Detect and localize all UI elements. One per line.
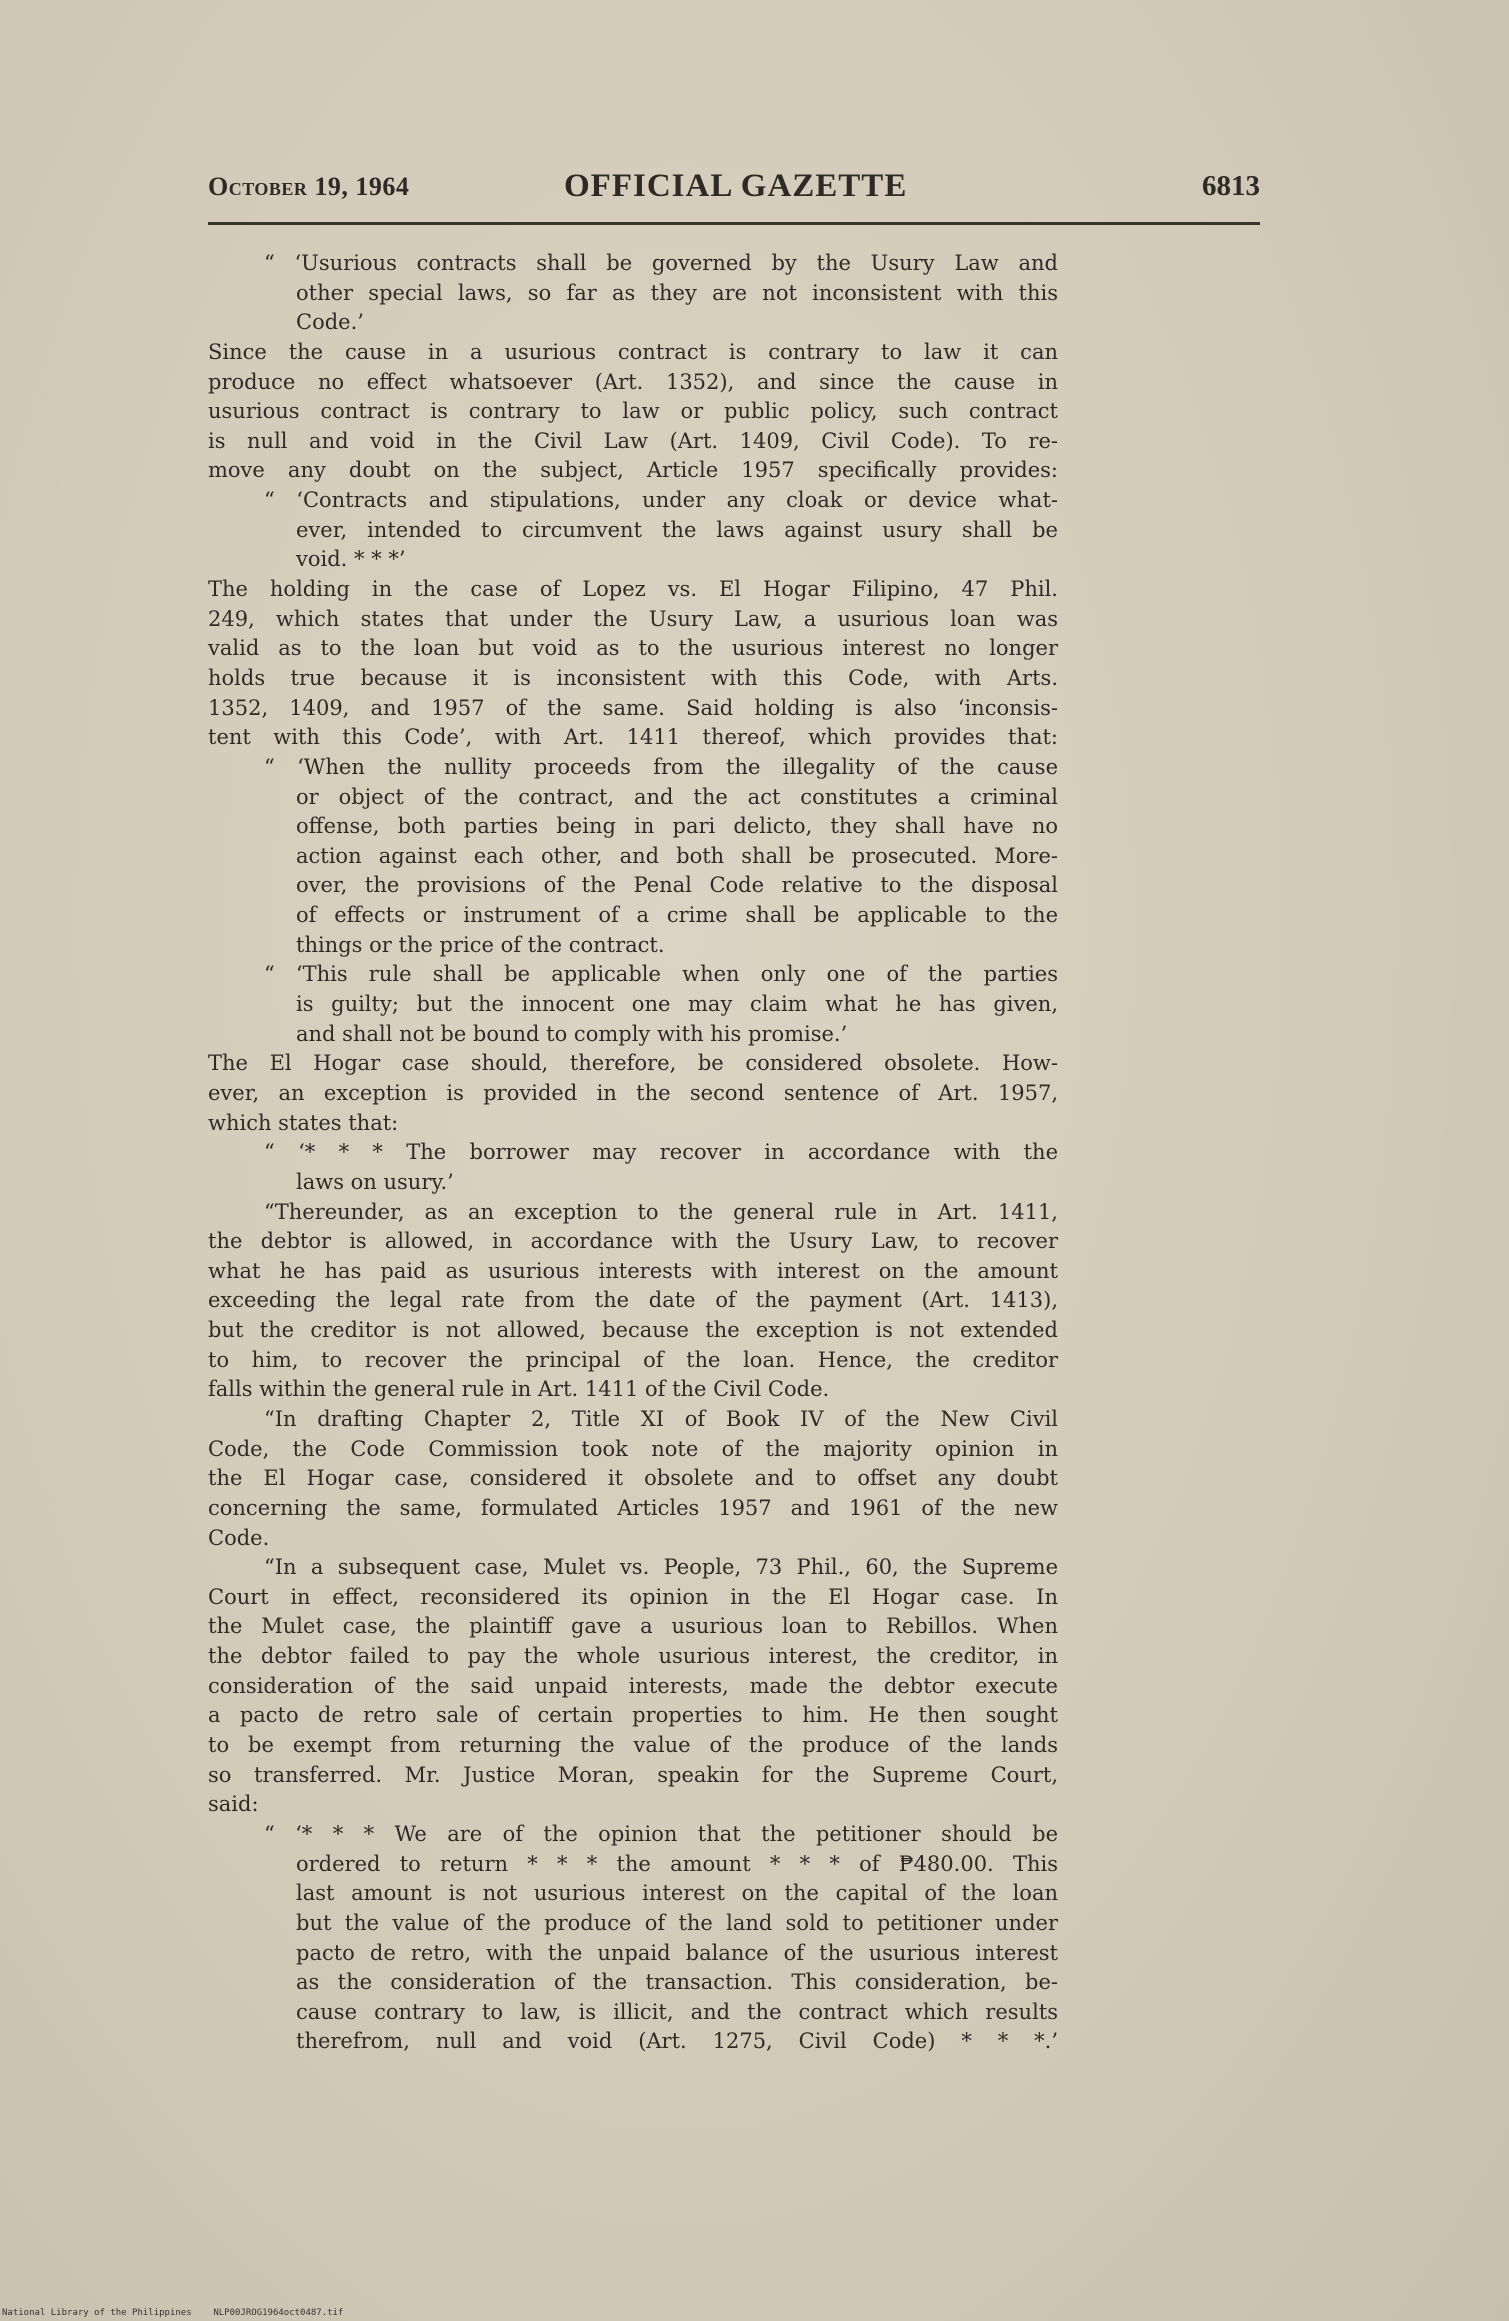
text-line: ever, an exception is provided in the second sentence of Art. 1957, bbox=[208, 1080, 1058, 1105]
header-date: October 19, 1964 bbox=[208, 172, 410, 201]
text-line: valid as to the loan but void as to the usurious interest no longer bbox=[208, 636, 1058, 661]
text-line: the debtor failed to pay the whole usurious interest, the creditor, in bbox=[208, 1644, 1058, 1669]
text-line: ordered to return * * * the amount * * * of ₱480.00. This bbox=[296, 1851, 1058, 1876]
text-line: The holding in the case of Lopez vs. El Hogar Filipino, 47 Phil. bbox=[208, 577, 1058, 602]
text-line: things or the price of the contract. bbox=[296, 932, 665, 957]
text-line: so transferred. Mr. Justice Moran, speakin for the Supreme Court, bbox=[208, 1762, 1058, 1787]
scan-footer bbox=[2, 2308, 343, 2318]
text-line: to him, to recover the principal of the loan. Hence, the creditor bbox=[208, 1347, 1058, 1372]
text-line: the debtor is allowed, in accordance with the Usury Law, to recover bbox=[208, 1229, 1058, 1254]
text-line: or object of the contract, and the act constitutes a criminal bbox=[296, 784, 1058, 809]
text-line: “ ‘* * * We are of the opinion that the petitioner should be bbox=[264, 1821, 1058, 1846]
text-line: “ ‘Usurious contracts shall be governed by the Usury Law and bbox=[264, 251, 1058, 275]
text-line: “Thereunder, as an exception to the general rule in Art. 1411, bbox=[264, 1199, 1058, 1224]
text-line: 1352, 1409, and 1957 of the same. Said holding is also ‘inconsis- bbox=[208, 695, 1058, 720]
text-line: of effects or instrument of a crime shall be applicable to the bbox=[296, 903, 1058, 928]
text-line: action against each other, and both shall be prosecuted. More- bbox=[296, 843, 1058, 868]
text-line: usurious contract is contrary to law or public policy, such contract bbox=[208, 399, 1058, 424]
text-line: “ ‘When the nullity proceeds from the illegality of the cause bbox=[264, 754, 1058, 779]
header-rule bbox=[208, 222, 1260, 225]
page-header bbox=[208, 168, 1260, 212]
text-line: Code.’ bbox=[296, 310, 364, 335]
text-line: tent with this Code’, with Art. 1411 thereof, which provides that: bbox=[208, 725, 1058, 750]
text-line: is guilty; but the innocent one may claim what he has given, bbox=[296, 992, 1058, 1017]
text-line: falls within the general rule in Art. 1411 of the Civil Code. bbox=[208, 1377, 830, 1402]
text-line: a pacto de retro sale of certain properties to him. He then sought bbox=[208, 1703, 1058, 1728]
text-line: cause contrary to law, is illicit, and the contract which results bbox=[296, 1999, 1058, 2024]
body-text bbox=[208, 249, 1058, 2057]
text-line: void. * * *’ bbox=[296, 547, 406, 572]
text-line: “In drafting Chapter 2, Title XI of Book IV of the New Civil bbox=[264, 1406, 1058, 1431]
text-line: and shall not be bound to comply with his promise.’ bbox=[296, 1021, 848, 1046]
text-line: which states that: bbox=[208, 1110, 399, 1135]
text-line: to be exempt from returning the value of the produce of the lands bbox=[208, 1733, 1058, 1758]
text-line: holds true because it is inconsistent with this Code, with Arts. bbox=[208, 665, 1058, 690]
text-line: exceeding the legal rate from the date of the payment (Art. 1413), bbox=[208, 1288, 1058, 1313]
text-line: Code. bbox=[208, 1525, 270, 1550]
text-line: over, the provisions of the Penal Code relative to the disposal bbox=[296, 873, 1058, 898]
text-line: ever, intended to circumvent the laws against usury shall be bbox=[296, 517, 1058, 542]
text-line: but the value of the produce of the land sold to petitioner under bbox=[296, 1910, 1058, 1935]
text-line: what he has paid as usurious interests with interest on the amount bbox=[208, 1258, 1058, 1283]
footer-library: National Library of the Philippines bbox=[2, 2308, 192, 2318]
text-line: pacto de retro, with the unpaid balance of the usurious interest bbox=[296, 1940, 1058, 1965]
text-line: offense, both parties being in pari delicto, they shall have no bbox=[296, 814, 1058, 839]
header-title: OFFICIAL GAZETTE bbox=[564, 168, 908, 204]
text-line: laws on usury.’ bbox=[296, 1169, 454, 1194]
text-line: Since the cause in a usurious contract is contrary to law it can bbox=[208, 339, 1058, 364]
text-line: is null and void in the Civil Law (Art. 1409, Civil Code). To re- bbox=[208, 428, 1058, 453]
text-line: but the creditor is not allowed, because the exception is not extended bbox=[208, 1318, 1058, 1343]
text-line: “ ‘Contracts and stipulations, under any cloak or device what- bbox=[264, 488, 1058, 513]
text-line: Court in effect, reconsidered its opinion in the El Hogar case. In bbox=[208, 1584, 1058, 1609]
text-line: move any doubt on the subject, Article 1957 specifically provides: bbox=[208, 458, 1058, 483]
text-line: consideration of the said unpaid interests, made the debtor execute bbox=[208, 1673, 1058, 1698]
text-line: “ ‘* * * The borrower may recover in accordance with the bbox=[264, 1140, 1058, 1165]
text-line: the Mulet case, the plaintiff gave a usurious loan to Rebillos. When bbox=[208, 1614, 1058, 1639]
text-line: therefrom, null and void (Art. 1275, Civil Code) * * *.’ bbox=[296, 2029, 1058, 2054]
text-line: produce no effect whatsoever (Art. 1352), and since the cause in bbox=[208, 369, 1058, 394]
text-line: “ ‘This rule shall be applicable when only one of the parties bbox=[264, 962, 1058, 987]
text-line: The El Hogar case should, therefore, be considered obsolete. How- bbox=[208, 1051, 1058, 1076]
header-page-number: 6813 bbox=[1202, 170, 1260, 202]
text-line: 249, which states that under the Usury Law, a usurious loan was bbox=[208, 606, 1058, 631]
text-line: as the consideration of the transaction. This consideration, be- bbox=[296, 1970, 1058, 1995]
text-line: concerning the same, formulated Articles 1957 and 1961 of the new bbox=[208, 1495, 1058, 1520]
text-line: said: bbox=[208, 1792, 259, 1817]
text-line: last amount is not usurious interest on the capital of the loan bbox=[296, 1881, 1058, 1906]
text-line: other special laws, so far as they are not inconsistent with this bbox=[296, 280, 1058, 305]
text-line: Code, the Code Commission took note of the majority opinion in bbox=[208, 1436, 1058, 1461]
text-line: the El Hogar case, considered it obsolete and to offset any doubt bbox=[208, 1466, 1058, 1491]
footer-filename: NLP00JROG1964oct0487.tif bbox=[213, 2308, 344, 2318]
text-line: “In a subsequent case, Mulet vs. People, 73 Phil., 60, the Supreme bbox=[264, 1555, 1058, 1580]
